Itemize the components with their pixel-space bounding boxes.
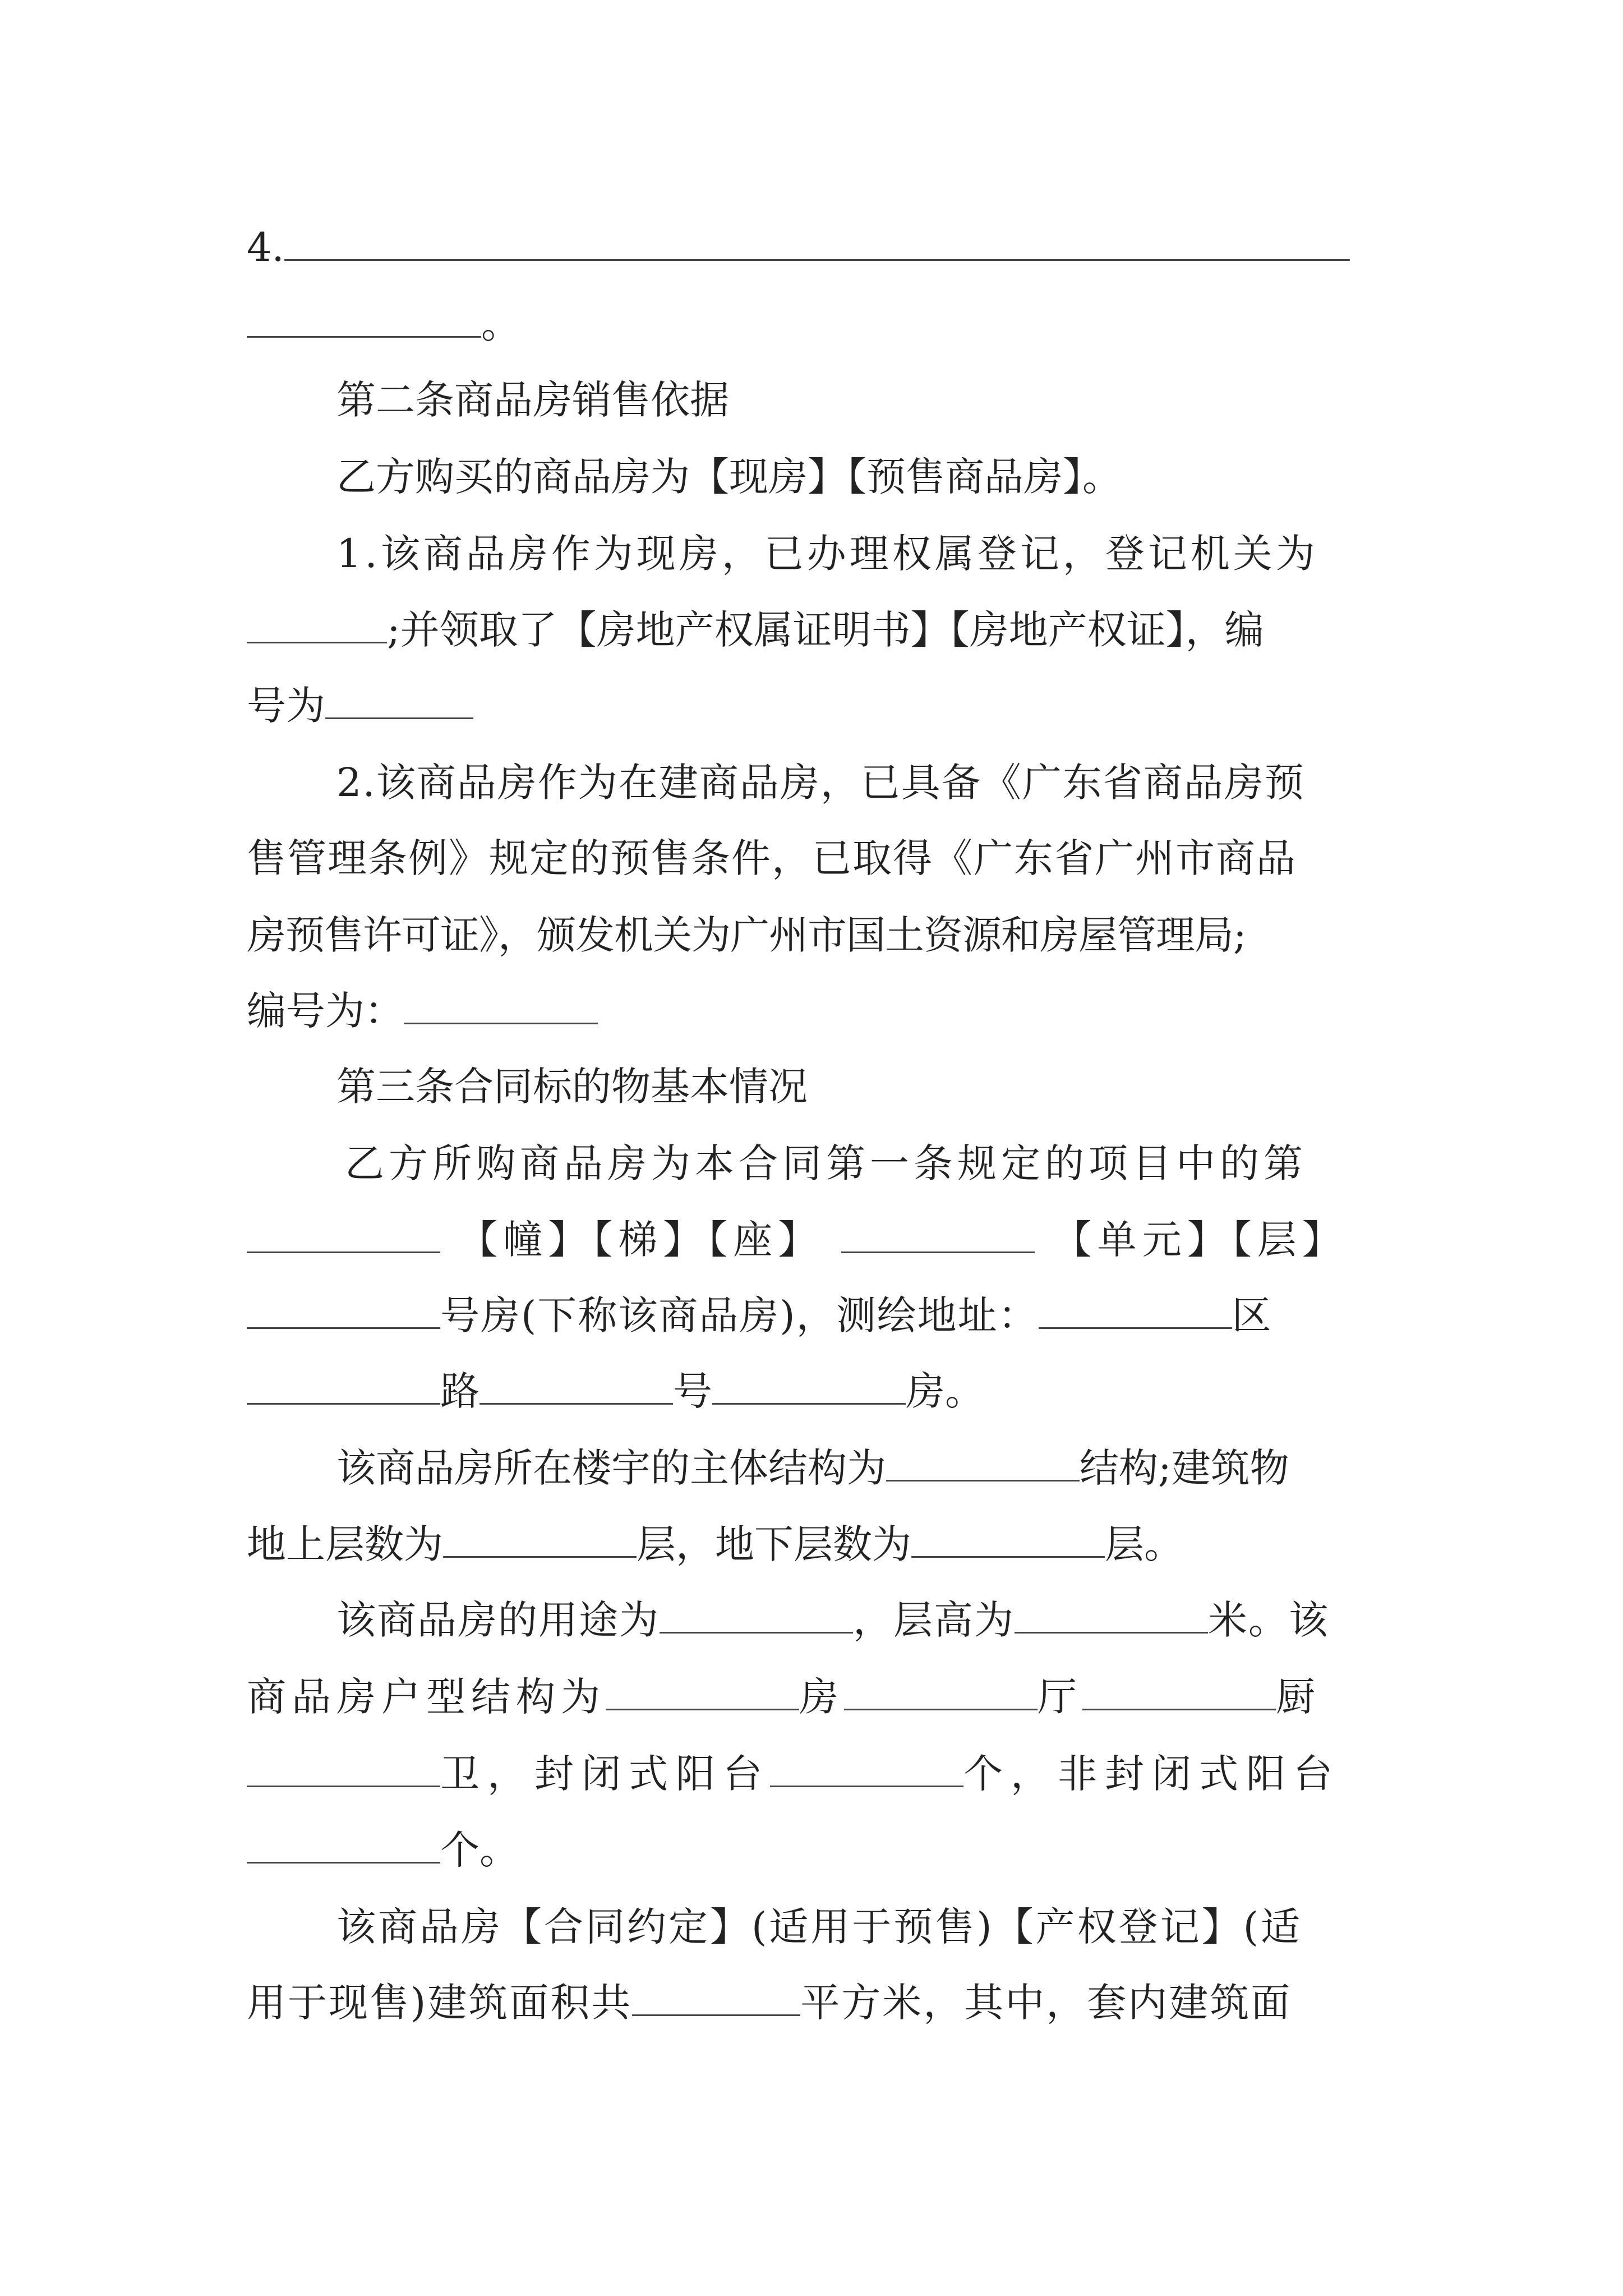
fill-blank[interactable] bbox=[1015, 1596, 1208, 1634]
fill-blank[interactable] bbox=[660, 1596, 853, 1634]
paragraph-text: ;并领取了【房地产权属证明书】【房地产权证】，编 bbox=[387, 607, 1264, 653]
fill-blank[interactable] bbox=[284, 223, 1350, 261]
paragraph-line bbox=[247, 1746, 1340, 1802]
fill-blank[interactable] bbox=[712, 1367, 906, 1405]
fill-blank[interactable] bbox=[606, 1673, 799, 1710]
paragraph-line bbox=[247, 1516, 1183, 1572]
fill-blank[interactable] bbox=[247, 300, 481, 338]
paragraph-text: 层。 bbox=[1105, 1521, 1183, 1567]
fill-blank[interactable] bbox=[443, 1520, 637, 1558]
period-text: 。 bbox=[481, 301, 520, 347]
paragraph-line bbox=[336, 1440, 1289, 1496]
paragraph-line bbox=[336, 1592, 1329, 1648]
paragraph-line bbox=[247, 1287, 1272, 1343]
paragraph-line bbox=[336, 449, 1122, 505]
paragraph-text: 号 bbox=[673, 1368, 712, 1414]
paragraph-text: 2.该商品房作为在建商品房，已具备《广东省商品房预 bbox=[336, 760, 1305, 806]
paragraph-line bbox=[247, 830, 1297, 886]
paragraph-text: 卫，封闭式阳台 bbox=[440, 1751, 770, 1797]
article-3-heading bbox=[336, 1059, 808, 1115]
fill-blank[interactable] bbox=[247, 1826, 440, 1864]
paragraph-line bbox=[247, 1669, 1321, 1725]
paragraph-text: 编号为： bbox=[247, 988, 404, 1034]
item-4-continuation bbox=[247, 296, 520, 352]
item-4-line bbox=[247, 219, 1350, 275]
fill-blank[interactable] bbox=[770, 1750, 963, 1787]
paragraph-line bbox=[247, 1363, 984, 1419]
paragraph-line bbox=[336, 526, 1318, 582]
paragraph-text: 地上层数为 bbox=[247, 1521, 443, 1567]
paragraph-text: 该商品房【合同约定】(适用于预售)【产权登记】(适 bbox=[336, 1904, 1302, 1950]
paragraph-text: 个，非封闭式阳台 bbox=[963, 1751, 1340, 1797]
paragraph-text: 米。该 bbox=[1208, 1597, 1329, 1643]
paragraph-text: 该商品房所在楼宇的主体结构为 bbox=[336, 1445, 886, 1491]
paragraph-line bbox=[247, 1822, 519, 1878]
fill-blank[interactable] bbox=[479, 1367, 673, 1405]
paragraph-line bbox=[247, 983, 598, 1039]
fill-blank[interactable] bbox=[247, 1291, 440, 1329]
fill-blank[interactable] bbox=[325, 682, 473, 719]
fill-blank[interactable] bbox=[844, 1673, 1038, 1710]
paragraph-text: 厅 bbox=[1038, 1674, 1082, 1720]
paragraph-line bbox=[336, 754, 1305, 811]
fill-blank[interactable] bbox=[841, 1216, 1035, 1253]
fill-blank[interactable] bbox=[911, 1520, 1105, 1558]
paragraph-line bbox=[336, 1899, 1302, 1955]
paragraph-text: 个。 bbox=[440, 1827, 519, 1873]
paragraph-line bbox=[247, 602, 1264, 658]
paragraph-text: 商品房户型结构为 bbox=[247, 1674, 606, 1720]
paragraph-line bbox=[247, 1212, 1347, 1268]
paragraph-text: ，层高为 bbox=[853, 1597, 1015, 1643]
fill-blank[interactable] bbox=[404, 987, 598, 1024]
paragraph-text: 平方米，其中，套内建筑面 bbox=[800, 1980, 1292, 2026]
paragraph-line bbox=[247, 1975, 1292, 2031]
fill-blank[interactable] bbox=[1082, 1673, 1276, 1710]
paragraph-line bbox=[247, 907, 1246, 963]
paragraph-line bbox=[247, 678, 473, 734]
paragraph-text: 厨 bbox=[1276, 1674, 1321, 1720]
paragraph-line bbox=[345, 1135, 1307, 1191]
paragraph-text: 房 bbox=[799, 1674, 844, 1720]
paragraph-text: 乙方所购商品房为本合同第一条规定的项目中的第 bbox=[345, 1140, 1307, 1186]
paragraph-text: 【单元】【层】 bbox=[1052, 1217, 1347, 1263]
fill-blank[interactable] bbox=[247, 606, 387, 643]
fill-blank[interactable] bbox=[886, 1444, 1080, 1481]
heading-text: 第三条合同标的物基本情况 bbox=[336, 1064, 808, 1110]
paragraph-text: 1.该商品房作为现房，已办理权属登记，登记机关为 bbox=[336, 531, 1318, 577]
paragraph-text: 该商品房的用途为 bbox=[336, 1597, 660, 1643]
heading-text: 第二条商品房销售依据 bbox=[336, 377, 729, 423]
fill-blank[interactable] bbox=[247, 1750, 440, 1787]
article-2-heading bbox=[336, 372, 729, 428]
item-4-number: 4. bbox=[247, 224, 284, 270]
paragraph-text: 结构;建筑物 bbox=[1080, 1445, 1289, 1491]
paragraph-text: 号为 bbox=[247, 683, 325, 729]
paragraph-text: 房预售许可证》，颁发机关为广州市国土资源和房屋管理局; bbox=[247, 912, 1246, 958]
paragraph-text: 乙方购买的商品房为【现房】【预售商品房】。 bbox=[336, 454, 1122, 500]
paragraph-text: 号房(下称该商品房)，测绘地址： bbox=[440, 1292, 1039, 1338]
paragraph-text: 路 bbox=[440, 1368, 479, 1414]
paragraph-text: 用于现售)建筑面积共 bbox=[247, 1980, 633, 2026]
paragraph-text: 售管理条例》规定的预售条件，已取得《广东省广州市商品 bbox=[247, 835, 1297, 881]
fill-blank[interactable] bbox=[632, 1978, 800, 2016]
fill-blank[interactable] bbox=[247, 1367, 440, 1405]
paragraph-text: 区 bbox=[1232, 1292, 1272, 1338]
paragraph-text: 房。 bbox=[906, 1368, 984, 1414]
paragraph-text: 层，地下层数为 bbox=[637, 1521, 911, 1567]
fill-blank[interactable] bbox=[247, 1216, 440, 1253]
fill-blank[interactable] bbox=[1039, 1291, 1232, 1329]
paragraph-text: 【幢】【梯】【座】 bbox=[458, 1217, 823, 1263]
